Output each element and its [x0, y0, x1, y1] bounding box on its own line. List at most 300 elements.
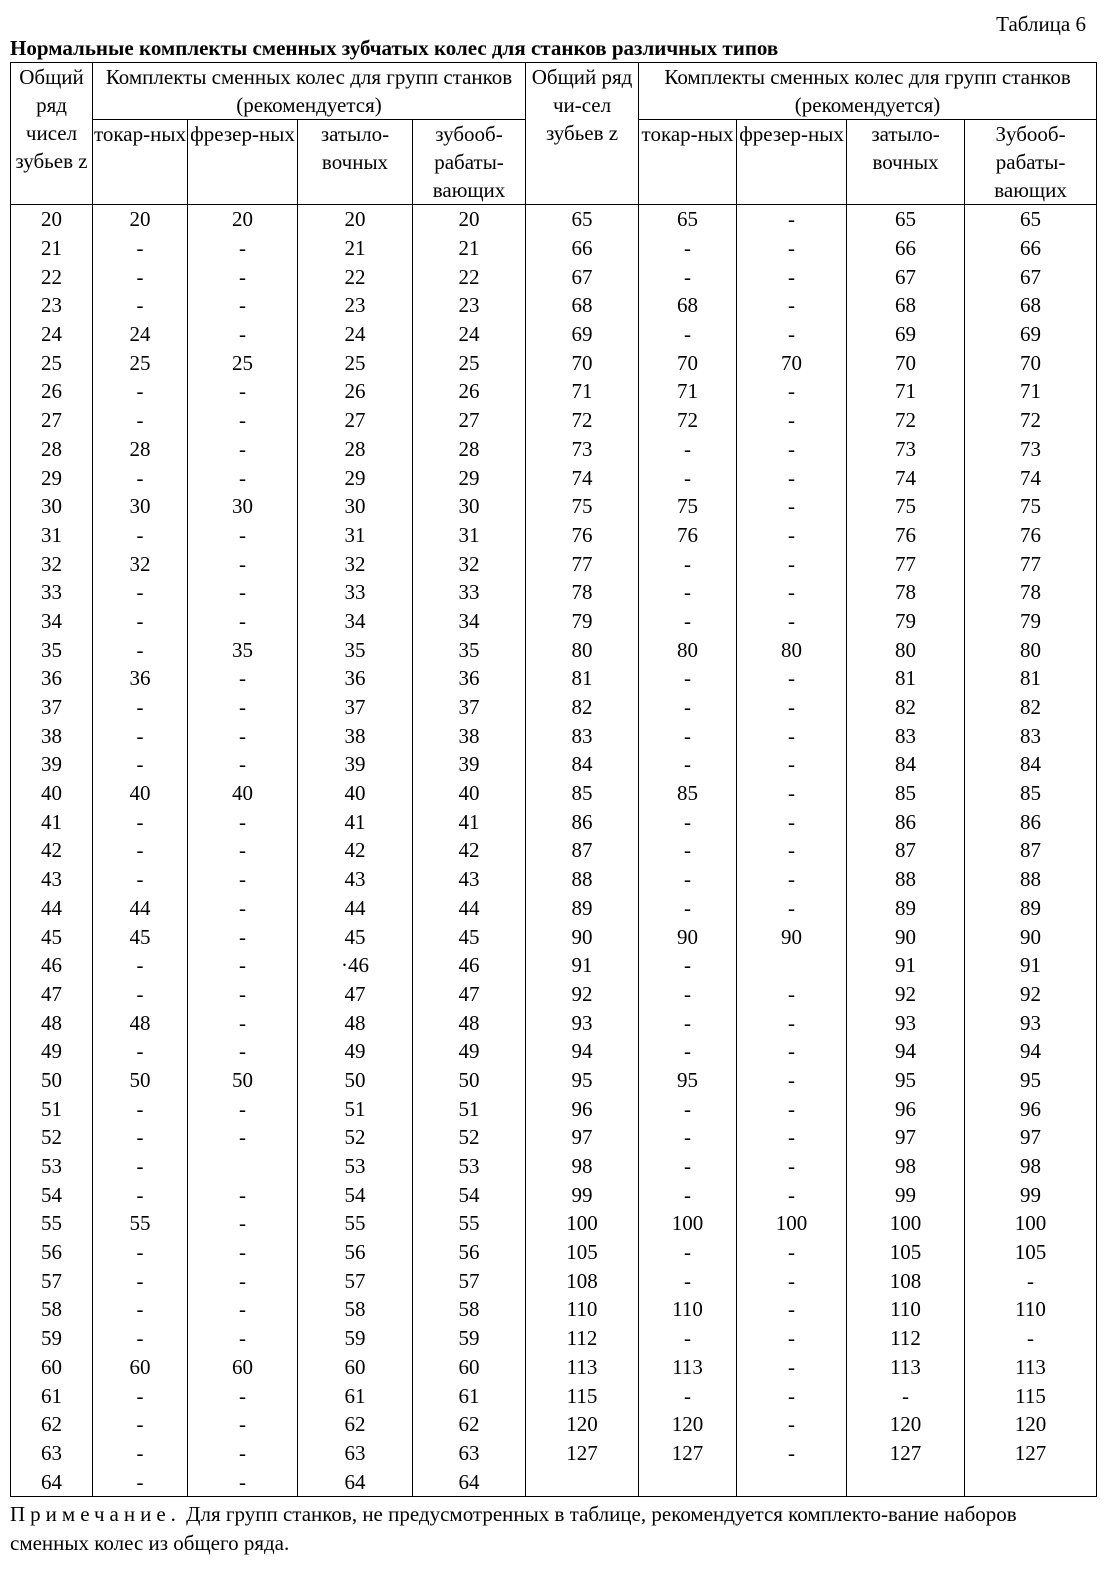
footnote-lead: Примечание.: [10, 1502, 181, 1526]
table-cell: 88: [965, 865, 1097, 894]
table-cell: -: [188, 894, 298, 923]
table-row: [11, 1180, 1097, 1209]
table-cell: 67: [965, 262, 1097, 291]
table-row: [11, 549, 1097, 578]
table-cell: -: [737, 1381, 847, 1410]
table-cell: 24: [93, 320, 188, 349]
table-cell: -: [93, 1094, 188, 1123]
table-cell: -: [737, 693, 847, 722]
table-row: [11, 750, 1097, 779]
table-row: [11, 1008, 1097, 1037]
table-cell: 59: [413, 1324, 526, 1353]
table-cell: 56: [298, 1238, 413, 1267]
table-row: [11, 492, 1097, 521]
table-cell: -: [737, 664, 847, 693]
table-row: [11, 1467, 1097, 1496]
table-cell: 30: [11, 492, 93, 521]
table-cell: 40: [413, 779, 526, 808]
table-cell: -: [188, 1008, 298, 1037]
table-cell: -: [737, 521, 847, 550]
table-cell: 90: [526, 922, 639, 951]
table-cell: 26: [298, 377, 413, 406]
table-cell: 64: [11, 1467, 93, 1496]
table-cell: 90: [639, 922, 737, 951]
table-cell: 65: [639, 205, 737, 234]
table-cell: -: [737, 1037, 847, 1066]
table-cell: 21: [11, 234, 93, 263]
table-cell: -: [188, 951, 298, 980]
table-cell: 41: [11, 807, 93, 836]
table-cell: -: [737, 1066, 847, 1095]
table-cell: -: [188, 1037, 298, 1066]
table-cell: 76: [639, 521, 737, 550]
table-cell: -: [639, 807, 737, 836]
table-cell: 66: [965, 234, 1097, 263]
table-cell: 95: [847, 1066, 965, 1095]
table-cell: 100: [526, 1209, 639, 1238]
table-cell: 36: [413, 664, 526, 693]
table-cell: -: [639, 693, 737, 722]
table-cell: -: [188, 836, 298, 865]
table-cell: 46: [413, 951, 526, 980]
header-gear-left: зубооб-рабаты-вающих: [413, 120, 526, 205]
table-cell: -: [93, 521, 188, 550]
table-cell: 39: [298, 750, 413, 779]
table-cell: 79: [847, 607, 965, 636]
table-cell: 81: [965, 664, 1097, 693]
table-cell: -: [737, 1123, 847, 1152]
table-cell: 38: [11, 721, 93, 750]
table-cell: -: [188, 1180, 298, 1209]
table-cell: -: [188, 664, 298, 693]
table-cell: -: [639, 1152, 737, 1181]
table-cell: 72: [847, 406, 965, 435]
table-cell: [965, 1467, 1097, 1496]
table-cell: 58: [11, 1295, 93, 1324]
table-cell: -: [93, 607, 188, 636]
table-cell: [847, 1467, 965, 1496]
table-cell: 96: [526, 1094, 639, 1123]
table-cell: -: [93, 750, 188, 779]
table-cell: 76: [965, 521, 1097, 550]
table-cell: 56: [413, 1238, 526, 1267]
table-cell: 69: [847, 320, 965, 349]
table-cell: -: [737, 234, 847, 263]
table-cell: 64: [413, 1467, 526, 1496]
table-cell: 89: [526, 894, 639, 923]
table-cell: 55: [93, 1209, 188, 1238]
table-cell: -: [737, 1324, 847, 1353]
table-cell: 86: [847, 807, 965, 836]
table-cell: 83: [526, 721, 639, 750]
table-cell: 68: [965, 291, 1097, 320]
footnote: [10, 1500, 1100, 1558]
table-cell: -: [93, 693, 188, 722]
table-cell: 72: [526, 406, 639, 435]
table-cell: 50: [413, 1066, 526, 1095]
table-cell: 23: [298, 291, 413, 320]
table-cell: 110: [639, 1295, 737, 1324]
table-cell: 45: [413, 922, 526, 951]
table-cell: 96: [847, 1094, 965, 1123]
table-cell: -: [737, 1295, 847, 1324]
table-cell: 28: [11, 435, 93, 464]
table-cell: -: [639, 549, 737, 578]
table-cell: 62: [413, 1410, 526, 1439]
table-cell: 60: [298, 1353, 413, 1382]
table-cell: 80: [847, 635, 965, 664]
table-cell: 23: [11, 291, 93, 320]
table-cell: -: [737, 578, 847, 607]
table-cell: -: [188, 549, 298, 578]
table-cell: 97: [526, 1123, 639, 1152]
table-cell: 99: [847, 1180, 965, 1209]
table-cell: 35: [298, 635, 413, 664]
table-cell: 36: [11, 664, 93, 693]
table-cell: 65: [526, 205, 639, 234]
table-cell: 32: [298, 549, 413, 578]
table-cell: 64: [298, 1467, 413, 1496]
table-cell: 49: [11, 1037, 93, 1066]
table-cell: -: [188, 1238, 298, 1267]
table-cell: 53: [413, 1152, 526, 1181]
table-cell: -: [188, 1324, 298, 1353]
table-cell: 20: [413, 205, 526, 234]
table-cell: 55: [298, 1209, 413, 1238]
table-cell: -: [737, 291, 847, 320]
table-cell: 24: [413, 320, 526, 349]
table-cell: 73: [526, 435, 639, 464]
table-cell: -: [188, 1266, 298, 1295]
table-cell: 77: [965, 549, 1097, 578]
table-cell: 112: [526, 1324, 639, 1353]
table-cell: 32: [93, 549, 188, 578]
table-cell: 94: [526, 1037, 639, 1066]
table-cell: 63: [11, 1439, 93, 1468]
table-cell: 53: [11, 1152, 93, 1181]
table-cell: -: [737, 549, 847, 578]
table-cell: 49: [413, 1037, 526, 1066]
table-cell: 80: [737, 635, 847, 664]
table-cell: 77: [847, 549, 965, 578]
header-group-left: Комплекты сменных колес для групп станков (рекомендуется): [93, 63, 526, 120]
table-cell: 45: [11, 922, 93, 951]
table-cell: 54: [413, 1180, 526, 1209]
table-cell: -: [93, 1180, 188, 1209]
header-gear-right: Зубооб-рабаты-вающих: [965, 120, 1097, 205]
table-row: [11, 635, 1097, 664]
table-row: [11, 607, 1097, 636]
table-cell: 20: [93, 205, 188, 234]
table-cell: 77: [526, 549, 639, 578]
table-row: [11, 463, 1097, 492]
table-cell: 50: [11, 1066, 93, 1095]
table-cell: 78: [526, 578, 639, 607]
table-cell: 28: [93, 435, 188, 464]
table-cell: 59: [11, 1324, 93, 1353]
table-cell: -: [93, 1295, 188, 1324]
table-cell: -: [639, 1094, 737, 1123]
table-cell: 75: [847, 492, 965, 521]
table-row: [11, 1295, 1097, 1324]
table-cell: -: [188, 1094, 298, 1123]
table-cell: 44: [298, 894, 413, 923]
table-cell: 48: [93, 1008, 188, 1037]
table-cell: 52: [11, 1123, 93, 1152]
table-cell: 94: [965, 1037, 1097, 1066]
table-cell: 90: [965, 922, 1097, 951]
table-cell: -: [639, 262, 737, 291]
table-cell: -: [737, 406, 847, 435]
table-cell: 84: [965, 750, 1097, 779]
table-cell: 37: [413, 693, 526, 722]
table-cell: 51: [298, 1094, 413, 1123]
table-row: [11, 1410, 1097, 1439]
table-cell: 26: [413, 377, 526, 406]
table-cell: 72: [639, 406, 737, 435]
table-cell: 33: [413, 578, 526, 607]
table-row: [11, 320, 1097, 349]
table-cell: 56: [11, 1238, 93, 1267]
table-cell: 28: [298, 435, 413, 464]
table-cell: 82: [965, 693, 1097, 722]
table-cell: [188, 1152, 298, 1181]
table-cell: 50: [93, 1066, 188, 1095]
table-cell: 85: [847, 779, 965, 808]
table-cell: -: [93, 463, 188, 492]
table-cell: 28: [413, 435, 526, 464]
table-cell: 97: [847, 1123, 965, 1152]
table-cell: 84: [847, 750, 965, 779]
table-cell: -: [737, 1008, 847, 1037]
table-cell: 32: [11, 549, 93, 578]
table-cell: 65: [847, 205, 965, 234]
table-row: [11, 980, 1097, 1009]
table-cell: 100: [965, 1209, 1097, 1238]
table-cell: 113: [639, 1353, 737, 1382]
table-cell: 120: [639, 1410, 737, 1439]
table-cell: 30: [93, 492, 188, 521]
table-cell: 82: [847, 693, 965, 722]
table-cell: 57: [11, 1266, 93, 1295]
table-cell: 105: [847, 1238, 965, 1267]
table-cell: 85: [526, 779, 639, 808]
table-cell: 75: [526, 492, 639, 521]
table-row: [11, 1037, 1097, 1066]
table-cell: -: [188, 435, 298, 464]
table-cell: 66: [526, 234, 639, 263]
table-cell: -: [93, 1123, 188, 1152]
table-cell: 88: [847, 865, 965, 894]
table-row: [11, 291, 1097, 320]
table-cell: 54: [11, 1180, 93, 1209]
table-cell: 23: [413, 291, 526, 320]
table-cell: -: [188, 1467, 298, 1496]
table-cell: -: [93, 1467, 188, 1496]
table-cell: 48: [413, 1008, 526, 1037]
table-cell: 30: [298, 492, 413, 521]
table-cell: 63: [413, 1439, 526, 1468]
table-cell: 90: [847, 922, 965, 951]
table-cell: 67: [847, 262, 965, 291]
table-cell: -: [737, 205, 847, 234]
table-cell: 70: [526, 348, 639, 377]
table-cell: 22: [298, 262, 413, 291]
table-cell: -: [639, 664, 737, 693]
header-group-right: Комплекты сменных колес для групп станков (рекомендуется): [639, 63, 1097, 120]
table-cell: 93: [965, 1008, 1097, 1037]
table-cell: 30: [413, 492, 526, 521]
table-cell: [639, 1467, 737, 1496]
table-cell: 120: [965, 1410, 1097, 1439]
table-cell: -: [188, 922, 298, 951]
table-cell: -: [737, 865, 847, 894]
table-cell: 31: [11, 521, 93, 550]
table-cell: 33: [298, 578, 413, 607]
table-cell: -: [188, 1123, 298, 1152]
table-cell: -: [188, 1209, 298, 1238]
table-cell: 99: [526, 1180, 639, 1209]
table-cell: 33: [11, 578, 93, 607]
table-cell: 80: [526, 635, 639, 664]
table-cell: 72: [965, 406, 1097, 435]
table-cell: 57: [413, 1266, 526, 1295]
table-row: [11, 1238, 1097, 1267]
table-cell: -: [639, 234, 737, 263]
table-cell: 91: [526, 951, 639, 980]
table-cell: 46: [11, 951, 93, 980]
table-cell: 74: [847, 463, 965, 492]
table-cell: 36: [93, 664, 188, 693]
table-cell: 98: [847, 1152, 965, 1181]
table-cell: 25: [413, 348, 526, 377]
table-number-label: Таблица 6: [996, 12, 1086, 36]
table-cell: 43: [11, 865, 93, 894]
table-cell: 39: [413, 750, 526, 779]
table-row: [11, 807, 1097, 836]
table-row: [11, 1066, 1097, 1095]
table-cell: ·46: [298, 951, 413, 980]
table-cell: 76: [847, 521, 965, 550]
table-cell: 97: [965, 1123, 1097, 1152]
table-cell: -: [639, 1037, 737, 1066]
table-cell: 40: [93, 779, 188, 808]
table-row: [11, 1353, 1097, 1382]
header-turning-right: токар-ных: [639, 120, 737, 205]
table-cell: -: [737, 1353, 847, 1382]
table-cell: 30: [188, 492, 298, 521]
table-cell: -: [188, 1381, 298, 1410]
table-cell: 91: [965, 951, 1097, 980]
table-cell: 74: [526, 463, 639, 492]
table-cell: -: [93, 1152, 188, 1181]
table-cell: -: [639, 1008, 737, 1037]
table-cell: 68: [639, 291, 737, 320]
table-cell: 55: [413, 1209, 526, 1238]
table-cell: -: [93, 234, 188, 263]
table-cell: 95: [965, 1066, 1097, 1095]
table-cell: 34: [11, 607, 93, 636]
table-cell: -: [93, 951, 188, 980]
table-row: [11, 836, 1097, 865]
table-cell: -: [93, 1439, 188, 1468]
gear-sets-table: [10, 62, 1097, 1497]
table-cell: -: [93, 1381, 188, 1410]
table-row: [11, 721, 1097, 750]
table-cell: -: [188, 807, 298, 836]
table-row: [11, 521, 1097, 550]
table-cell: 43: [413, 865, 526, 894]
table-cell: -: [93, 980, 188, 1009]
table-cell: -: [639, 951, 737, 980]
table-cell: 50: [188, 1066, 298, 1095]
table-cell: 42: [413, 836, 526, 865]
table-cell: 127: [526, 1439, 639, 1468]
table-cell: -: [639, 607, 737, 636]
table-cell: [737, 951, 847, 980]
table-cell: 35: [413, 635, 526, 664]
table-cell: 53: [298, 1152, 413, 1181]
table-cell: -: [639, 836, 737, 865]
table-cell: 35: [11, 635, 93, 664]
table-cell: 85: [639, 779, 737, 808]
table-cell: 55: [11, 1209, 93, 1238]
table-cell: 78: [965, 578, 1097, 607]
table-cell: 45: [298, 922, 413, 951]
table-cell: 96: [965, 1094, 1097, 1123]
table-row: [11, 1152, 1097, 1181]
table-cell: -: [188, 750, 298, 779]
table-cell: 69: [526, 320, 639, 349]
table-cell: -: [639, 320, 737, 349]
table-cell: 24: [298, 320, 413, 349]
table-cell: 115: [526, 1381, 639, 1410]
table-row: [11, 865, 1097, 894]
table-cell: 40: [298, 779, 413, 808]
table-cell: 74: [965, 463, 1097, 492]
table-row: [11, 1381, 1097, 1410]
table-cell: -: [965, 1324, 1097, 1353]
table-cell: 25: [188, 348, 298, 377]
table-cell: -: [188, 607, 298, 636]
table-cell: 70: [965, 348, 1097, 377]
table-cell: -: [93, 262, 188, 291]
table-cell: -: [737, 262, 847, 291]
table-cell: 75: [965, 492, 1097, 521]
table-cell: 127: [639, 1439, 737, 1468]
table-cell: -: [737, 435, 847, 464]
table-cell: 42: [11, 836, 93, 865]
table-cell: 87: [526, 836, 639, 865]
table-cell: -: [639, 980, 737, 1009]
table-cell: 40: [11, 779, 93, 808]
header-row-groups: [11, 63, 1097, 120]
table-cell: 66: [847, 234, 965, 263]
header-backing-left: затыло-вочных: [298, 120, 413, 205]
table-cell: 29: [413, 463, 526, 492]
table-cell: 94: [847, 1037, 965, 1066]
table-row: [11, 1094, 1097, 1123]
table-cell: -: [737, 721, 847, 750]
table-row: [11, 664, 1097, 693]
table-cell: -: [639, 1238, 737, 1267]
table-cell: -: [188, 234, 298, 263]
table-cell: 93: [526, 1008, 639, 1037]
table-cell: 62: [298, 1410, 413, 1439]
table-cell: 110: [965, 1295, 1097, 1324]
table-cell: 21: [298, 234, 413, 263]
table-row: [11, 693, 1097, 722]
